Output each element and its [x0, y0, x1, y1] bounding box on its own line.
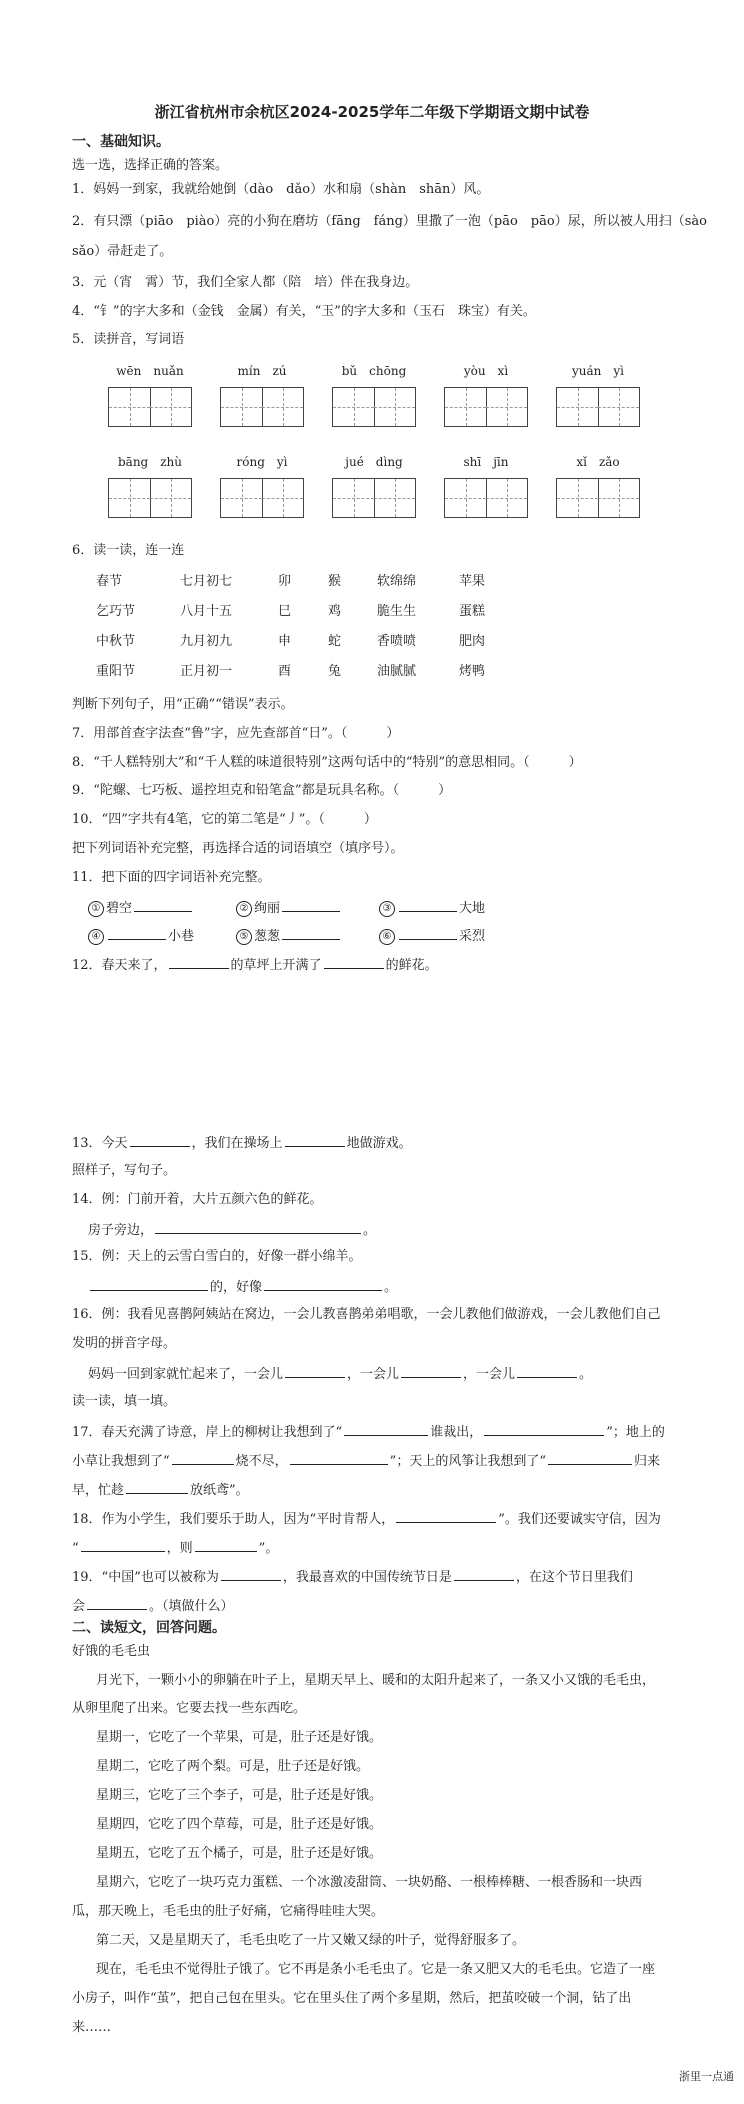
- q18-text: ”。我们还要诚实守信，因为: [498, 1512, 661, 1527]
- question-15-answer: 的，好像 。: [88, 1276, 397, 1298]
- writing-box[interactable]: [556, 478, 640, 518]
- adjective[interactable]: 香喷喷: [377, 634, 417, 649]
- q19-text: ，在这个节日里我们: [515, 1570, 633, 1585]
- festival-date[interactable]: 八月十五: [180, 604, 233, 619]
- q14-prefix: 房子旁边，: [88, 1223, 154, 1238]
- zodiac-animal[interactable]: 蛇: [328, 634, 342, 649]
- q19-text: 19．“中国”也可以被称为: [72, 1570, 219, 1585]
- item-number: ⑤: [236, 929, 252, 945]
- q13-text: ，我们在操场上: [191, 1136, 283, 1151]
- answer-blank[interactable]: [81, 1537, 165, 1552]
- idiom-item: [236, 925, 342, 947]
- idiom-blank[interactable]: [108, 925, 166, 940]
- writing-box[interactable]: [108, 387, 192, 427]
- idiom-blank[interactable]: [134, 897, 192, 912]
- question-16-line1: 16．例：我看见喜鹊阿姨站在窝边，一会儿教喜鹊弟弟唱歌，一会儿教他们做游戏，一会儿教他们自己: [72, 1307, 661, 1322]
- story-paragraph: 星期四，它吃了四个草莓，可是，肚子还是好饿。: [96, 1817, 383, 1832]
- idiom-item: [379, 925, 485, 947]
- answer-blank[interactable]: [517, 1363, 577, 1378]
- question-18-line1: [72, 1508, 661, 1530]
- question-17-line3: [72, 1479, 249, 1501]
- item-number: ①: [88, 901, 104, 917]
- writing-box[interactable]: [444, 387, 528, 427]
- q12-text: 的草坪上开满了: [230, 958, 322, 973]
- answer-blank[interactable]: [169, 954, 229, 969]
- imitate-instruction: 照样子，写句子。: [72, 1163, 177, 1178]
- question-16-answer: 妈妈一回到家就忙起来了，一会儿 ，一会儿 ，一会儿 。: [88, 1363, 592, 1385]
- q16-text: 妈妈一回到家就忙起来了，一会儿: [88, 1367, 284, 1382]
- answer-blank[interactable]: [130, 1132, 190, 1147]
- festival[interactable]: 乞巧节: [96, 604, 136, 619]
- answer-blank[interactable]: [155, 1219, 361, 1234]
- idiom-end: 小巷: [168, 929, 195, 944]
- q12-text: 12．春天来了，: [72, 958, 167, 973]
- idiom-end: 大地: [459, 901, 486, 916]
- food[interactable]: 苹果: [459, 574, 486, 589]
- festival-date[interactable]: 七月初七: [180, 574, 233, 589]
- story-paragraph: 瓜，那天晚上，毛毛虫的肚子好痛，它痛得哇哇大哭。: [72, 1904, 385, 1919]
- section-2-heading: 二、读短文，回答问题。: [72, 1620, 226, 1636]
- page-title: 浙江省杭州市余杭区2024-2025学年二年级下学期语文期中试卷: [154, 103, 590, 121]
- q12-text: 的鲜花。: [385, 958, 438, 973]
- answer-blank[interactable]: [87, 1595, 147, 1610]
- idiom-blank[interactable]: [282, 897, 340, 912]
- q17-text: 谁裁出，: [430, 1425, 483, 1440]
- question-12: [72, 954, 438, 976]
- q18-text: “: [72, 1541, 79, 1556]
- question-11: 11．把下面的四字词语补充完整。: [72, 870, 271, 885]
- idiom-end: 采烈: [459, 929, 486, 944]
- festival[interactable]: 中秋节: [96, 634, 136, 649]
- q16-text: ，一会儿: [347, 1367, 400, 1382]
- answer-blank[interactable]: [172, 1450, 234, 1465]
- festival-date[interactable]: 正月初一: [180, 664, 233, 679]
- question-1: 1．妈妈一到家，我就给她倒（dào dǎo）水和扇（shàn shān）风。: [72, 182, 490, 197]
- pinyin-label: shī jīn: [463, 455, 509, 469]
- story-paragraph: 第二天，又是星期天了，毛毛虫吃了一片又嫩又绿的叶子，觉得舒服多了。: [96, 1933, 526, 1948]
- writing-box[interactable]: [332, 478, 416, 518]
- q15-middle: 的，好像: [210, 1280, 263, 1295]
- idiom-blank[interactable]: [399, 897, 457, 912]
- q13-text: 地做游戏。: [346, 1136, 412, 1151]
- story-paragraph: 来……: [72, 2020, 112, 2035]
- q19-text: 会: [72, 1599, 86, 1614]
- question-15: 15．例：天上的云雪白雪白的，好像一群小绵羊。: [72, 1249, 362, 1264]
- q19-text: ，我最喜欢的中国传统节日是: [282, 1570, 452, 1585]
- pinyin-label: yòu xì: [463, 364, 509, 378]
- story-paragraph: 星期五，它吃了五个橘子，可是，肚子还是好饿。: [96, 1846, 383, 1861]
- question-2-line1: 2．有只漂（piāo piào）亮的小狗在磨坊（fāng fáng）里撒了一泡（pāo pāo）尿，所以被人用扫（sào: [72, 214, 707, 229]
- item-number: ③: [379, 901, 395, 917]
- q17-text: ”；天上的风筝让我想到了“: [389, 1454, 546, 1469]
- festival[interactable]: 重阳节: [96, 664, 136, 679]
- pinyin-label: bāng zhù: [117, 455, 183, 469]
- item-number: ⑥: [379, 929, 395, 945]
- idiom-start: 葱葱: [254, 929, 281, 944]
- q17-text: ”；地上的: [606, 1425, 665, 1440]
- q19-text: 。（填做什么）: [149, 1599, 234, 1614]
- pinyin-label: mín zú: [237, 364, 287, 378]
- story-paragraph: 星期一，它吃了一个苹果，可是，肚子还是好饿。: [96, 1730, 383, 1745]
- food[interactable]: 肥肉: [459, 634, 486, 649]
- earthly-branch[interactable]: 酉: [278, 664, 292, 679]
- writing-box[interactable]: [108, 478, 192, 518]
- q18-text: ，则: [166, 1541, 193, 1556]
- food[interactable]: 蛋糕: [459, 604, 486, 619]
- idiom-item: [88, 897, 194, 919]
- q17-text: 烧不尽，: [235, 1454, 288, 1469]
- adjective[interactable]: 脆生生: [377, 604, 417, 619]
- item-number: ④: [88, 929, 104, 945]
- pinyin-label: jué dìng: [345, 455, 403, 469]
- answer-blank[interactable]: [90, 1276, 208, 1291]
- festival-date[interactable]: 九月初九: [180, 634, 233, 649]
- zodiac-animal[interactable]: 鸡: [328, 604, 342, 619]
- pinyin-label: bǔ chōng: [341, 364, 407, 378]
- pinyin-label: róng yì: [236, 455, 288, 469]
- q17-text: 归来: [633, 1454, 660, 1469]
- story-paragraph: 月光下，一颗小小的卵躺在叶子上，星期天早上、暖和的太阳升起来了，一条又小又饿的毛毛虫，: [96, 1673, 656, 1688]
- earthly-branch[interactable]: 巳: [278, 604, 292, 619]
- idiom-blank[interactable]: [282, 925, 340, 940]
- answer-blank[interactable]: [221, 1566, 281, 1581]
- earthly-branch[interactable]: 申: [278, 634, 292, 649]
- q18-text: ”。: [258, 1541, 279, 1556]
- read-fill-instruction: 读一读，填一填。: [72, 1394, 177, 1409]
- question-17-line2: [72, 1450, 660, 1472]
- answer-blank[interactable]: [454, 1566, 514, 1581]
- question-19-line2: [72, 1595, 234, 1617]
- story-paragraph: 星期三，它吃了三个李子，可是，肚子还是好饿。: [96, 1788, 383, 1803]
- item-number: ②: [236, 901, 252, 917]
- zodiac-animal[interactable]: 猴: [328, 574, 342, 589]
- writing-box[interactable]: [220, 478, 304, 518]
- judge-instruction: 判断下列句子，用“正确”“错误”表示。: [72, 697, 294, 712]
- q13-text: 13．今天: [72, 1136, 128, 1151]
- food[interactable]: 烤鸭: [459, 664, 486, 679]
- question-7: 7．用部首查字法查“鲁”字，应先查部首“日”。（ ）: [72, 726, 400, 741]
- answer-blank[interactable]: [285, 1132, 345, 1147]
- story-paragraph: 现在，毛毛虫不觉得肚子饿了。它不再是条小毛毛虫了。它是一条又肥又大的毛毛虫。它造了一座: [96, 1962, 656, 1977]
- idiom-blank[interactable]: [399, 925, 457, 940]
- story-paragraph: 小房子，叫作“茧”，把自己包在里头。它在里头住了两个多星期，然后，把茧咬破一个洞，钻了出: [72, 1991, 632, 2006]
- q17-text: 17．春天充满了诗意，岸上的柳树让我想到了“: [72, 1425, 343, 1440]
- question-14-answer: 房子旁边， 。: [88, 1219, 376, 1241]
- answer-blank[interactable]: [285, 1363, 345, 1378]
- question-18-line2: [72, 1537, 278, 1559]
- pinyin-label: yuán yì: [571, 364, 624, 378]
- idiom-item: [236, 897, 342, 919]
- q17-text: 早，忙趁: [72, 1483, 125, 1498]
- question-14: 14．例：门前开着，大片五颜六色的鲜花。: [72, 1192, 323, 1207]
- answer-blank[interactable]: [396, 1508, 496, 1523]
- question-3: 3．元（宵 霄）节，我们全家人都（陪 培）伴在我身边。: [72, 275, 419, 290]
- earthly-branch[interactable]: 卯: [278, 574, 292, 589]
- question-6: 6．读一读，连一连: [72, 543, 185, 558]
- q17-text: 放纸鸢”。: [190, 1483, 249, 1498]
- answer-blank[interactable]: [324, 954, 384, 969]
- question-13: [72, 1132, 412, 1154]
- question-4: 4．“钅”的字大多和（金钱 金属）有关，“玉”的字大多和（玉石 珠宝）有关。: [72, 304, 536, 319]
- story-title: 好饿的毛毛虫: [72, 1644, 151, 1659]
- story-paragraph: 从卵里爬了出来。它要去找一些东西吃。: [72, 1701, 307, 1716]
- festival[interactable]: 春节: [96, 574, 123, 589]
- answer-blank[interactable]: [126, 1479, 188, 1494]
- idiom-start: 绚丽: [254, 901, 281, 916]
- answer-blank[interactable]: [264, 1276, 382, 1291]
- question-19-line1: [72, 1566, 633, 1588]
- story-paragraph: 星期六，它吃了一块巧克力蛋糕、一个冰激凌甜筒、一块奶酪、一根棒棒糖、一根香肠和一块西: [96, 1875, 643, 1890]
- question-5: 5．读拼音，写词语: [72, 332, 185, 347]
- q17-text: 小草让我想到了“: [72, 1454, 170, 1469]
- answer-blank[interactable]: [401, 1363, 461, 1378]
- writing-box[interactable]: [556, 387, 640, 427]
- question-17-line1: [72, 1421, 665, 1443]
- adjective[interactable]: 油腻腻: [377, 664, 417, 679]
- idiom-start: 碧空: [106, 901, 133, 916]
- question-10: 10．“四”字共有4笔，它的第二笔是“丿”。（ ）: [72, 812, 377, 827]
- idiom-item: [88, 925, 194, 947]
- answer-blank[interactable]: [195, 1537, 257, 1552]
- section-1-heading: 一、基础知识。: [72, 134, 170, 150]
- answer-blank[interactable]: [548, 1450, 632, 1465]
- question-16-line2: 发明的拼音字母。: [72, 1336, 177, 1351]
- pinyin-label: wēn nuǎn: [116, 364, 184, 378]
- q18-text: 18．作为小学生，我们要乐于助人，因为“平时肯帮人，: [72, 1512, 395, 1527]
- question-9: 9．“陀螺、七巧板、遥控坦克和铅笔盒”都是玩具名称。（ ）: [72, 783, 452, 798]
- answer-blank[interactable]: [290, 1450, 388, 1465]
- writing-box[interactable]: [220, 387, 304, 427]
- q16-text: ，一会儿: [463, 1367, 516, 1382]
- answer-blank[interactable]: [484, 1421, 604, 1436]
- writing-box[interactable]: [332, 387, 416, 427]
- question-8: 8．“千人糕特别大”和“千人糕的味道很特别”这两句话中的“特别”的意思相同。（ ）: [72, 755, 582, 770]
- fill-instruction: 把下列词语补充完整，再选择合适的词语填空（填序号）。: [72, 841, 404, 856]
- writing-box[interactable]: [444, 478, 528, 518]
- footer-watermark: 浙里一点通: [679, 2070, 734, 2083]
- idiom-item: [379, 897, 485, 919]
- question-2-line2: sǎo）帚赶走了。: [72, 244, 173, 259]
- answer-blank[interactable]: [344, 1421, 428, 1436]
- zodiac-animal[interactable]: 兔: [328, 664, 342, 679]
- pinyin-label: xǐ zǎo: [576, 455, 620, 469]
- adjective[interactable]: 软绵绵: [377, 574, 417, 589]
- story-paragraph: 星期二，它吃了两个梨。可是，肚子还是好饿。: [96, 1759, 370, 1774]
- instruction-choose: 选一选，选择正确的答案。: [72, 158, 229, 173]
